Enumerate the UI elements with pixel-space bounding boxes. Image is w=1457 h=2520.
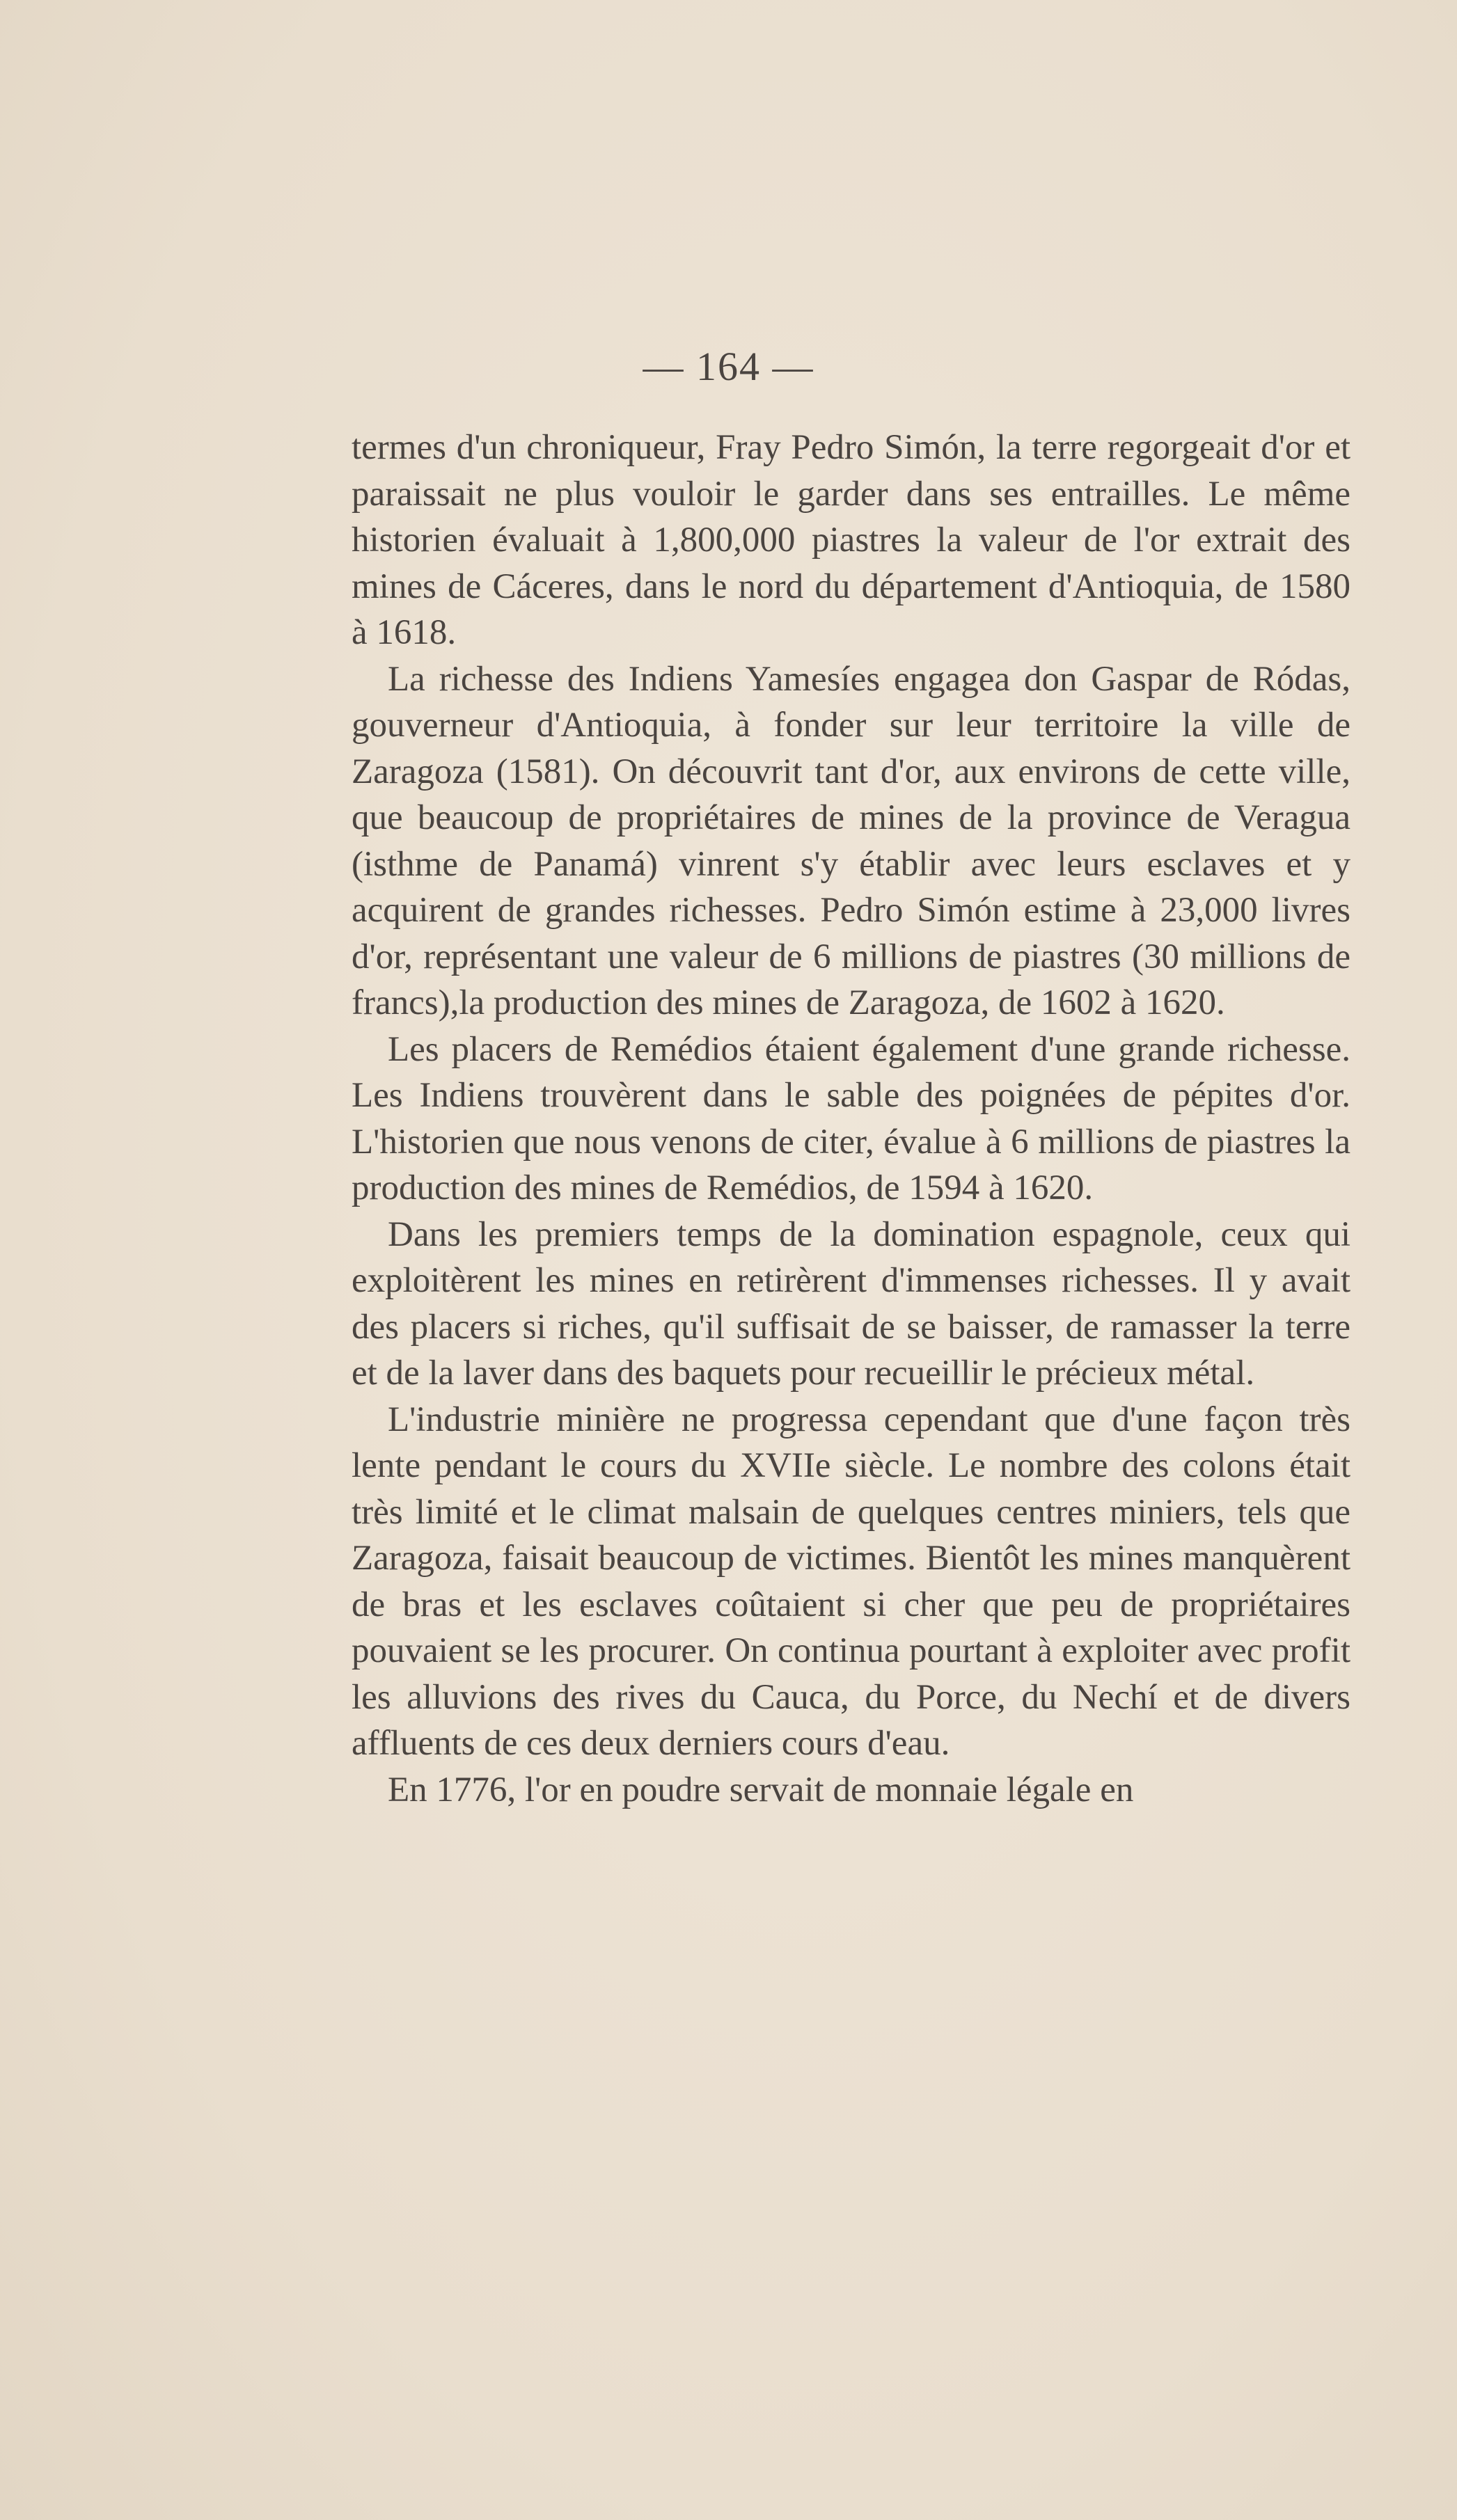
page-number: — 164 — <box>643 344 814 389</box>
paragraph-1: termes d'un chroniqueur, Fray Pedro Simón, la terre regorgeait d'or et paraissait ne plus vouloir le garder dans ses entrailles. Le même historien évaluait à 1,800,000 piastres la valeur de l'or extrait des mines de Cáceres, dans le nord du département d'Antioquia, de 1580 à 1618. <box>352 428 1350 652</box>
paragraph-6: En 1776, l'or en poudre servait de monnaie légale en <box>388 1770 1134 1809</box>
paragraph-5: L'industrie minière ne progressa cependant que d'une façon très lente pendant le cours du XVIIe siècle. Le nombre des colons était très limité et le climat malsain de quelques centres miniers, tels que Zaragoza, faisait beaucoup de victimes. Bientôt les mines manquèrent de bras et les esclaves coûtaient si cher que peu de propriétaires pouvaient se les procurer. On continua pourtant à exploiter avec profit les alluvions des rives du Cauca, du Porce, du Nechí et de divers affluents de ces deux derniers cours d'eau. <box>352 1400 1350 1763</box>
body-text <box>352 425 1350 1813</box>
paragraph-2: La richesse des Indiens Yamesíes engagea don Gaspar de Ródas, gouverneur d'Antioquia, à fonder sur leur territoire la ville de Zaragoza (1581). On découvrit tant d'or, aux environs de cette ville, que beaucoup de propriétaires de mines de la province de Veragua (isthme de Panamá) vinrent s'y établir avec leurs esclaves et y acquirent de grandes richesses. Pedro Simón estime à 23,000 livres d'or, représentant une valeur de 6 millions de piastres (30 millions de francs),la production des mines de Zaragoza, de 1602 à 1620. <box>352 659 1350 1022</box>
paragraph-3: Les placers de Remédios étaient également d'une grande richesse. Les Indiens trouvèrent dans le sable des poignées de pépites d'or. L'historien que nous venons de citer, évalue à 6 millions de piastres la production des mines de Remédios, de 1594 à 1620. <box>352 1029 1350 1207</box>
paragraph-4: Dans les premiers temps de la domination espagnole, ceux qui exploitèrent les mines en retirèrent d'immenses richesses. Il y avait des placers si riches, qu'il suffisait de se baisser, de ramasser la terre et de la laver dans des baquets pour recueillir le précieux métal. <box>352 1214 1350 1393</box>
